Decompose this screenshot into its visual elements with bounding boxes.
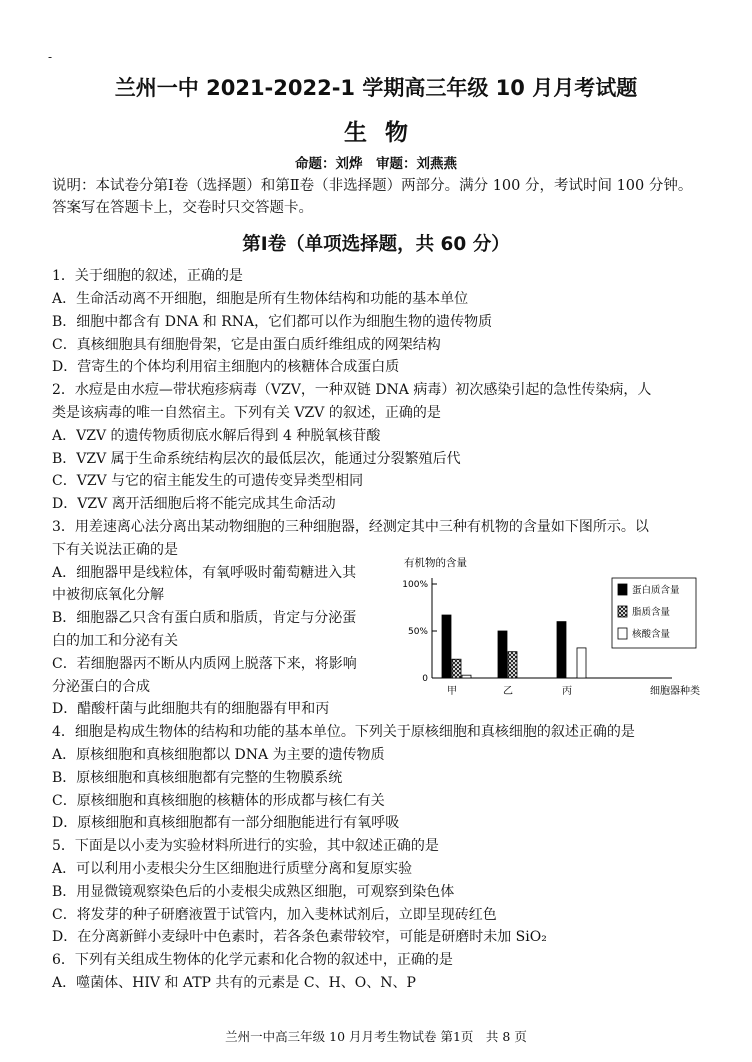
question-line: 下有关说法正确的是 (52, 542, 178, 558)
bar-0-0 (442, 615, 451, 678)
question-line: 类是该病毒的唯一自然宿主。下列有关 VZV 的叙述，正确的是 (52, 405, 441, 421)
question-line: 白的加工和分泌有关 (52, 633, 178, 649)
category-label: 乙 (503, 686, 513, 697)
question-line: D．在分离新鲜小麦绿叶中色素时，若各条色素带较窄，可能是研磨时未加 SiO₂ (52, 929, 547, 945)
legend-swatch (618, 584, 627, 595)
question-line: C．原核细胞和真核细胞的核糖体的形成都与核仁有关 (52, 793, 385, 809)
y-tick-label: 100% (402, 580, 428, 590)
question-line: C．真核细胞具有细胞骨架，它是由蛋白质纤维组成的网架结构 (52, 337, 441, 353)
question-line: B．VZV 属于生命系统结构层次的最低层次，能通过分裂繁殖后代 (52, 451, 461, 467)
bar-2-0 (462, 675, 471, 678)
subject-title: 生物 (344, 120, 426, 146)
question-line: 5．下面是以小麦为实验材料所进行的实验，其中叙述正确的是 (52, 838, 439, 854)
question-line: A．生命活动离不开细胞，细胞是所有生物体结构和功能的基本单位 (52, 291, 469, 307)
y-tick-label: 0 (422, 674, 428, 684)
question-line: 3．用差速离心法分离出某动物细胞的三种细胞器，经测定其中三种有机物的含量如下图所示。以 (52, 519, 649, 535)
question-line: 1．关于细胞的叙述，正确的是 (52, 268, 243, 284)
chart-legend (612, 578, 696, 648)
question-line: B．细胞中都含有 DNA 和 RNA，它们都可以作为细胞生物的遗传物质 (52, 314, 493, 330)
question-line: 2．水痘是由水痘—带状疱疹病毒（VZV，一种双链 DNA 病毒）初次感染引起的急性传染病，人 (52, 382, 652, 398)
question-line: C．VZV 与它的宿主能发生的可遗传变异类型相同 (52, 473, 364, 489)
question-line: D．醋酸杆菌与此细胞共有的细胞器有甲和丙 (52, 701, 330, 717)
x-axis-label: 细胞器种类 (650, 686, 700, 697)
question-line: C．若细胞器丙不断从内质网上脱落下来，将影响 (52, 656, 357, 672)
question-line: C．将发芽的种子研磨液置于试管内，加入斐林试剂后，立即呈现砖红色 (52, 907, 497, 923)
section-title: 第Ⅰ卷（单项选择题，共 60 分） (242, 234, 510, 255)
question-line: 4．细胞是构成生物体的结构和功能的基本单位。下列关于原核细胞和真核细胞的叙述正确的是 (52, 724, 635, 740)
bar-1-1 (508, 652, 517, 678)
legend-label: 核酸含量 (632, 629, 671, 640)
question-line: A．噬菌体、HIV 和 ATP 共有的元素是 C、H、O、N、P (52, 975, 416, 991)
y-tick-label: 50% (407, 627, 428, 637)
authors-line: 命题：刘烨 审题：刘燕燕 (295, 156, 457, 172)
question-line: D．营寄生的个体均利用宿主细胞内的核糖体合成蛋白质 (52, 359, 400, 375)
chart-title: 有机物的含量 (404, 557, 467, 569)
question-line: 中被彻底氧化分解 (52, 587, 164, 603)
corner-mark: - (48, 50, 53, 64)
question-line: A．细胞器甲是线粒体，有氧呼吸时葡萄糖进入其 (52, 565, 357, 581)
question-line: A．原核细胞和真核细胞都以 DNA 为主要的遗传物质 (52, 747, 385, 763)
question-line: D．VZV 离开活细胞后将不能完成其生命活动 (52, 496, 336, 512)
category-label: 甲 (447, 686, 457, 697)
question-line: A．VZV 的遗传物质彻底水解后得到 4 种脱氧核苷酸 (52, 428, 381, 444)
instructions-text: 说明：本试卷分第Ⅰ卷（选择题）和第Ⅱ卷（非选择题）两部分。满分 100 分，考试时间 100 分钟。答案写在答题卡上，交卷时只交答题卡。 (52, 178, 693, 216)
page-footer: 兰州一中高三年级 10 月月考生物试卷 第1页 共 8 页 (225, 1029, 527, 1044)
question-line: B．细胞器乙只含有蛋白质和脂质，肯定与分泌蛋 (52, 610, 357, 626)
bar-0-2 (557, 622, 566, 678)
question-line: 分泌蛋白的合成 (52, 679, 150, 695)
bar-1-0 (452, 659, 461, 678)
bar-0-1 (498, 631, 507, 678)
legend-label: 蛋白质含量 (632, 585, 680, 596)
legend-swatch (618, 628, 627, 639)
chart-bars (442, 615, 586, 697)
exam-title: 兰州一中 2021-2022-1 学期高三年级 10 月月考试题 (114, 76, 638, 100)
category-label: 丙 (562, 686, 572, 697)
organelle-chart (400, 553, 700, 698)
question-line: D．原核细胞和真核细胞都有一部分细胞能进行有氧呼吸 (52, 815, 400, 831)
legend-swatch (618, 606, 627, 617)
question-line: A．可以利用小麦根尖分生区细胞进行质壁分离和复原实验 (52, 861, 413, 877)
question-line: 6．下列有关组成生物体的化学元素和化合物的叙述中，正确的是 (52, 952, 453, 968)
legend-label: 脂质含量 (632, 607, 671, 618)
question-line: B．原核细胞和真核细胞都有完整的生物膜系统 (52, 770, 343, 786)
question-line: B．用显微镜观察染色后的小麦根尖成熟区细胞，可观察到染色体 (52, 884, 455, 900)
bar-2-2 (577, 648, 586, 678)
